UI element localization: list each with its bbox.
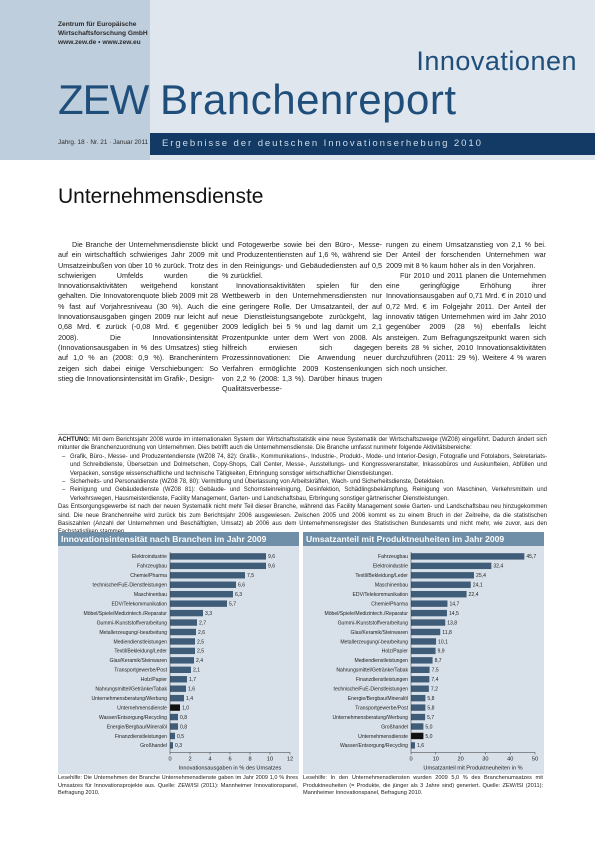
value-label: 1,4 bbox=[186, 695, 194, 702]
category-label: technische/FuE-Dienstleistungen bbox=[333, 686, 408, 693]
category-label: Chemie/Pharma bbox=[130, 573, 167, 580]
chart-caption-left: Lesehilfe: Die Unternehmen der Branche Unternehmensdienste gaben im Jahr 2009 1,0 % ihres Umsatzes für Innovationsprojekte aus. Quelle: ZEW/ISI (2011): Mannheimer Innovationspanel, Befragung 2010. bbox=[58, 775, 298, 797]
bar bbox=[170, 610, 203, 616]
chart-title: Umsatzanteil mit Produktneuheiten im Jahr 2009 bbox=[303, 532, 544, 546]
x-tick-label: 6 bbox=[228, 756, 232, 763]
bar bbox=[170, 714, 178, 720]
value-label: 9,6 bbox=[268, 554, 276, 561]
category-label: Glas/Keramik/Steinwaren bbox=[350, 629, 408, 636]
note-item: – Sicherheits- und Personaldienste (WZ08 78, 80): Vermittlung und Überlassung von Arbeitskräften, Wach- und Sicherheitsdienste, Detekteien. bbox=[64, 478, 547, 486]
category-label: Gummi-/Kunststoffverarbeitung bbox=[96, 620, 167, 627]
text-column-3 bbox=[386, 240, 546, 374]
bar bbox=[170, 667, 191, 673]
value-label: 0,8 bbox=[180, 714, 188, 721]
bar bbox=[411, 563, 491, 569]
bar bbox=[170, 723, 178, 729]
value-label: 22,4 bbox=[468, 592, 479, 598]
value-label: 5,8 bbox=[427, 695, 435, 702]
note-outro: Das Entsorgungsgewerbe ist nach der neuen Systematik nicht mehr Teil dieser Branche, während das Facility Management sowie Garten- und Landschaftsbau neu hinzugekommen sind. Die neue Branchenreihe wird zurück bis zum Berichtsjahr 2006 ausgewiesen. Zwischen 2005 und 2006 kommt es zu einem Bruch in der Zeitreihe, da die statistischen Basiszahlen (Anzahl der Unternehmen und Beschäftigten, Umsatz) ab 2006 aus dem Unternehmensregister des Statistischen Bundesamts und nicht mehr, wie zuvor, aus den bbox=[58, 504, 547, 528]
category-label: Möbel/Spiele/Medizintech./Reparatur bbox=[83, 610, 167, 617]
chart-innovation-intensity bbox=[58, 532, 299, 774]
x-tick-label: 20 bbox=[457, 756, 464, 763]
bar bbox=[411, 638, 436, 644]
value-label: 2,1 bbox=[193, 667, 201, 674]
value-label: 7,4 bbox=[431, 677, 439, 684]
bar bbox=[170, 704, 180, 710]
chart-caption-right: Lesehilfe: In den Unternehmensdiensten wurden 2009 5,0 % des Branchenumsatzes mit Produktneuheiten (= Produkte, die jünger als 3 Jahre sind) generiert. Quelle: ZEW/ISI (2011): Mannheimer Innovationspanel, Befragung 2010. bbox=[303, 775, 543, 797]
value-label: 1,0 bbox=[182, 705, 190, 712]
value-label: 32,4 bbox=[493, 563, 504, 570]
category-label: Transportgewerbe/Post bbox=[114, 667, 167, 674]
note-item: – Reinigung und Gebäudedienste (WZ08 81): Gebäude- und Schornsteinreinigung, Desinfektion, Schädlingsbekämpfung, Reinigung von Maschinen, Verkehrsmitteln und Verkehrswegen, Hausmeisterdienste, Facility Management, Garten- und Landschaftsbau, Erbringung sonstiger gärtnerischer Dienstleistungen. bbox=[64, 486, 547, 503]
value-label: 8,7 bbox=[434, 658, 442, 665]
x-tick-label: 8 bbox=[248, 756, 252, 763]
category-label: Energie/Bergbau/Mineralöl bbox=[347, 695, 408, 702]
value-label: 5,7 bbox=[229, 601, 237, 608]
text-column-2 bbox=[222, 240, 382, 394]
category-label: Mediendienstleistungen bbox=[354, 658, 408, 665]
bar bbox=[170, 742, 173, 748]
note-list bbox=[58, 453, 547, 503]
x-axis-label: Innovationsausgaben in % des Umsatzes bbox=[178, 765, 282, 772]
bar bbox=[411, 553, 524, 559]
chart-title: Innovationsintensität nach Branchen im Jahr 2009 bbox=[58, 532, 299, 546]
value-label: 11,8 bbox=[442, 629, 452, 636]
x-tick-label: 10 bbox=[432, 756, 439, 763]
value-label: 3,3 bbox=[205, 610, 213, 617]
category-label: Unternehmensberatung/Werbung bbox=[91, 695, 167, 702]
value-label: 24,1 bbox=[472, 582, 483, 589]
category-label: Maschinenbau bbox=[133, 592, 167, 598]
value-label: 5,7 bbox=[427, 714, 435, 721]
chart-new-product-share bbox=[303, 532, 544, 774]
bar bbox=[170, 629, 196, 635]
note-intro-text: Mit dem Berichtsjahr 2008 wurde im internationalen System der Wirtschaftsstatistik eine neue Systematik der Wirtschaftszweige (WZ08) eingeführt. Dadurch ändert sich mitunter die Branchenzuordnung von Unternehmen. Dies betrifft auch die Unternehmensdienste. Die Branche umfasst nunmehr folgende Aktivitätsbereiche: bbox=[58, 437, 547, 452]
x-axis-label: Umsatzanteil mit Produktneuheiten in % bbox=[423, 765, 523, 772]
value-label: 2,5 bbox=[197, 648, 205, 655]
bar bbox=[411, 695, 425, 701]
report-subtitle: Ergebnisse der deutschen Innovationserhebung 2010 bbox=[162, 138, 483, 149]
value-label: 2,5 bbox=[197, 639, 205, 646]
category-label: Nahrungsmittel/Getränke/Tabak bbox=[95, 686, 167, 693]
bar bbox=[411, 572, 474, 578]
org-name-line1: Zentrum für Europäische bbox=[58, 21, 137, 28]
value-label: 0,8 bbox=[180, 724, 188, 731]
value-label: 14,7 bbox=[449, 601, 460, 608]
issue-info: Jahrg. 18 · Nr. 21 · Januar 2011 bbox=[58, 139, 149, 146]
category-label: technische/FuE-Dienstleistungen bbox=[92, 582, 167, 589]
bar bbox=[411, 629, 440, 635]
value-label: 13,8 bbox=[447, 620, 458, 627]
bar bbox=[411, 714, 425, 720]
chart-svg bbox=[58, 546, 299, 774]
bar bbox=[411, 648, 436, 654]
bar bbox=[411, 591, 467, 597]
x-tick-label: 2 bbox=[188, 756, 192, 763]
category-label: Elektroindustrie bbox=[131, 554, 167, 561]
value-label: 25,4 bbox=[475, 573, 486, 580]
value-label: 7,2 bbox=[430, 686, 438, 693]
category-label: Glas/Keramik/Steinwaren bbox=[109, 658, 167, 665]
category-label: EDV/Telekommunikation bbox=[111, 601, 167, 608]
x-tick-label: 0 bbox=[409, 756, 413, 763]
value-label: 9,9 bbox=[437, 648, 445, 655]
value-label: 2,7 bbox=[199, 620, 207, 627]
bar bbox=[170, 695, 184, 701]
value-label: 1,6 bbox=[416, 743, 425, 750]
value-label: 7,5 bbox=[247, 573, 255, 580]
value-label: 1,7 bbox=[189, 677, 197, 684]
category-label: Unternehmensdienste bbox=[358, 733, 408, 740]
bar bbox=[170, 600, 227, 606]
category-label: Gummi-/Kunststoffverarbeitung bbox=[337, 620, 408, 627]
value-label: 9,6 bbox=[268, 563, 276, 570]
category-label: Großhandel bbox=[381, 724, 408, 731]
bar bbox=[411, 742, 415, 748]
value-label: 0,5 bbox=[177, 733, 185, 740]
category-label: Energie/Bergbau/Mineralöl bbox=[106, 724, 167, 731]
bar bbox=[170, 582, 236, 588]
x-tick-label: 12 bbox=[286, 756, 294, 763]
category-label: Transportgewerbe/Post bbox=[355, 705, 408, 712]
value-label: 10,1 bbox=[438, 639, 448, 646]
bar bbox=[170, 657, 194, 663]
category-label: Metallerzeugung/-bearbeitung bbox=[340, 639, 408, 646]
paragraph: Die Branche der Unternehmensdienste blickt auf ein wirtschaftlich schwieriges Jahr 2009 mit Umsatzeinbußen von über 10 % zurück. Trotz des schwierigen Umfelds wurden die Innovationsaktivitäten weitgehend konstant gehalten. Die Innovatorenquote blieb 2009 mit 28 % fast auf Vorjahresniveau (30 %). Auch die Innovationsausgaben gingen 2009 nur leicht auf 0,68 Mrd. € zurück (-0,08 Mrd. € gegenüber 2008). Die Innovationsintensität (Innovationsausgaben in % des Umsatzes) stieg auf 1,0 % an (2008: 0,9 %). Branchenintern zeigen sich dabei einige Verschiebungen: So stieg die Innovationsintensität im Grafik-, Design- bbox=[58, 240, 218, 383]
bar bbox=[170, 638, 195, 644]
chart-plot-area bbox=[303, 546, 544, 774]
category-label: Chemie/Pharma bbox=[371, 601, 408, 608]
x-tick-label: 40 bbox=[507, 756, 514, 763]
x-tick-label: 4 bbox=[208, 756, 212, 763]
category-label: Möbel/Spiele/Medizintech./Reparatur bbox=[324, 610, 408, 617]
value-label: 7,5 bbox=[431, 667, 439, 674]
category-label: Unternehmensdienste bbox=[117, 705, 167, 712]
category-label: Mediendienstleistungen bbox=[113, 639, 167, 646]
value-label: 2,6 bbox=[198, 629, 206, 636]
category-label: Holz/Papier bbox=[140, 677, 167, 684]
org-name-line2: Wirtschaftsforschung GmbH bbox=[58, 30, 148, 38]
bar bbox=[411, 600, 447, 606]
category-label: Metallerzeugung/-bearbeitung bbox=[99, 629, 167, 636]
bar bbox=[411, 610, 447, 616]
bar bbox=[411, 704, 425, 710]
organization-info bbox=[58, 20, 148, 48]
value-label: 5,0 bbox=[425, 724, 433, 731]
bar bbox=[170, 591, 233, 597]
value-label: 1,6 bbox=[188, 686, 196, 693]
category-label: EDV/Telekommunikation bbox=[352, 592, 408, 598]
note-intro bbox=[58, 436, 547, 453]
note-item: – Grafik, Büro-, Messe- und Produzentendienste (WZ08 74, 82): Grafik-, Kommunikations-, Industrie-, Produkt-, Mode- und Interior-Design, Fotografie und Fotolabors, Sekretariats- und Schreibdienste, Übersetzen und Dolmetschen, Copy-Shops, Call Center, Messe-, Ausstellungs- und Kongressveranstalter, Inkassobüros und Auskunfteien, Abfüllen und Verpacken, sonstige wissenschaftliche und technische Tätigkeiten, Erbringung sonstiger wirtschaftlicher Dienstleistungen. bbox=[64, 453, 547, 478]
text-column-1 bbox=[58, 240, 218, 384]
category-label: Textil/Bekleidung/Leder bbox=[114, 648, 167, 655]
methodology-note bbox=[58, 436, 547, 537]
paragraph: rungen zu einem Umsatzanstieg von 2,1 % bei. Der Anteil der forschenden Unternehmen war 2009 mit 8 % kaum höher als in den Vorjahren. bbox=[386, 240, 546, 270]
x-tick-label: 10 bbox=[266, 756, 274, 763]
category-label: Fahrzeugbau bbox=[136, 563, 167, 570]
bar bbox=[170, 563, 266, 569]
paragraph: und Fotogewerbe sowie bei den Büro-, Messe- und Produzententiensten auf 1,6 %, während sie in den Reinigungs- und Gebäudediensten auf 0,5 % zurückfiel. bbox=[222, 240, 382, 280]
value-label: 5,0 bbox=[425, 733, 433, 740]
bar bbox=[170, 648, 195, 654]
bar bbox=[170, 676, 187, 682]
value-label: 0,3 bbox=[175, 743, 183, 750]
bar bbox=[411, 676, 429, 682]
category-label: Nahrungsmittel/Getränke/Tabak bbox=[336, 667, 408, 674]
category-label: Finanzdienstleistungen bbox=[114, 733, 167, 740]
bar bbox=[411, 667, 430, 673]
bar bbox=[170, 553, 266, 559]
chart-svg bbox=[303, 546, 544, 774]
bar bbox=[411, 582, 471, 588]
paragraph: Innovationsaktivitäten spielen für den Wettbewerb in den Unternehmensdiensten nur eine geringere Rolle. Der Umsatzanteil, der auf neue Dienstleistungsangebote zurückgeht, lag 2009 lediglich bei 5 % und lag damit um 2,1 Prozentpunkte unter dem Wert von 2008. Als hilfreich erwiesen sich dagegen Prozessinnovationen: Die Anwendung neuer Verfahren ermöglichte 2009 Kostensenkungen von 2,2 % (2008: 1,3 %). Darüber hinaus trugen Qualitätsverbesse- bbox=[222, 281, 382, 394]
org-website: www.zew.de • www.zew.eu bbox=[58, 39, 141, 47]
bar bbox=[411, 686, 429, 692]
value-label: 45,7 bbox=[526, 554, 537, 561]
note-divider bbox=[58, 434, 547, 435]
bar bbox=[411, 619, 445, 625]
section-title: Unternehmensdienste bbox=[58, 185, 264, 208]
category-label: Maschinenbau bbox=[374, 582, 408, 589]
bar bbox=[411, 723, 423, 729]
bar bbox=[170, 572, 245, 578]
bar bbox=[411, 657, 433, 663]
note-label: ACHTUNG: bbox=[58, 437, 90, 443]
category-label: Finanzdienstleistungen bbox=[355, 677, 408, 684]
title-innovationen: Innovationen bbox=[416, 46, 577, 76]
value-label: 2,4 bbox=[196, 658, 204, 665]
value-label: 6,6 bbox=[238, 582, 246, 589]
value-label: 6,3 bbox=[235, 592, 243, 598]
category-label: Großhandel bbox=[140, 743, 167, 750]
category-label: Fahrzeugbau bbox=[377, 554, 408, 561]
category-label: Wasser/Entsorgung/Recycling bbox=[339, 743, 408, 750]
bar bbox=[411, 733, 423, 739]
category-label: Holz/Papier bbox=[381, 648, 408, 655]
category-label: Elektroindustrie bbox=[372, 563, 408, 570]
category-label: Wasser/Entsorgung/Recycling bbox=[98, 714, 167, 721]
paragraph: Für 2010 und 2011 planen die Unternehmen eine geringfügige Erhöhung ihrer Innovationsausgaben auf 0,71 Mrd. € in 2010 und 0,72 Mrd. € im Folgejahr 2011. Der Anteil der innovativ tätigen Unternehmen wird im Jahr 2010 gegenüber 2009 (28 %) ebenfalls leicht ansteigen. Zum Befragungszeitpunkt waren sich bereits 28 % sicher, 2010 Innovationsaktivitäten durchzuführen (2011: 29 %). Weitere 4 % waren sich noch unsicher. bbox=[386, 270, 546, 373]
value-label: 14,5 bbox=[448, 610, 459, 617]
category-label: Textil/Bekleidung/Leder bbox=[355, 573, 408, 580]
bar bbox=[170, 733, 175, 739]
x-tick-label: 50 bbox=[531, 756, 539, 763]
bar bbox=[170, 619, 197, 625]
x-tick-label: 0 bbox=[168, 756, 172, 763]
bar bbox=[170, 686, 186, 692]
zew-logo-text: ZEW bbox=[58, 76, 149, 123]
value-label: 5,8 bbox=[427, 705, 435, 712]
x-tick-label: 30 bbox=[482, 756, 489, 763]
chart-plot-area bbox=[58, 546, 299, 774]
title-branchenreport: Branchenreport bbox=[160, 76, 457, 123]
category-label: Unternehmensberatung/Werbung bbox=[332, 714, 408, 721]
